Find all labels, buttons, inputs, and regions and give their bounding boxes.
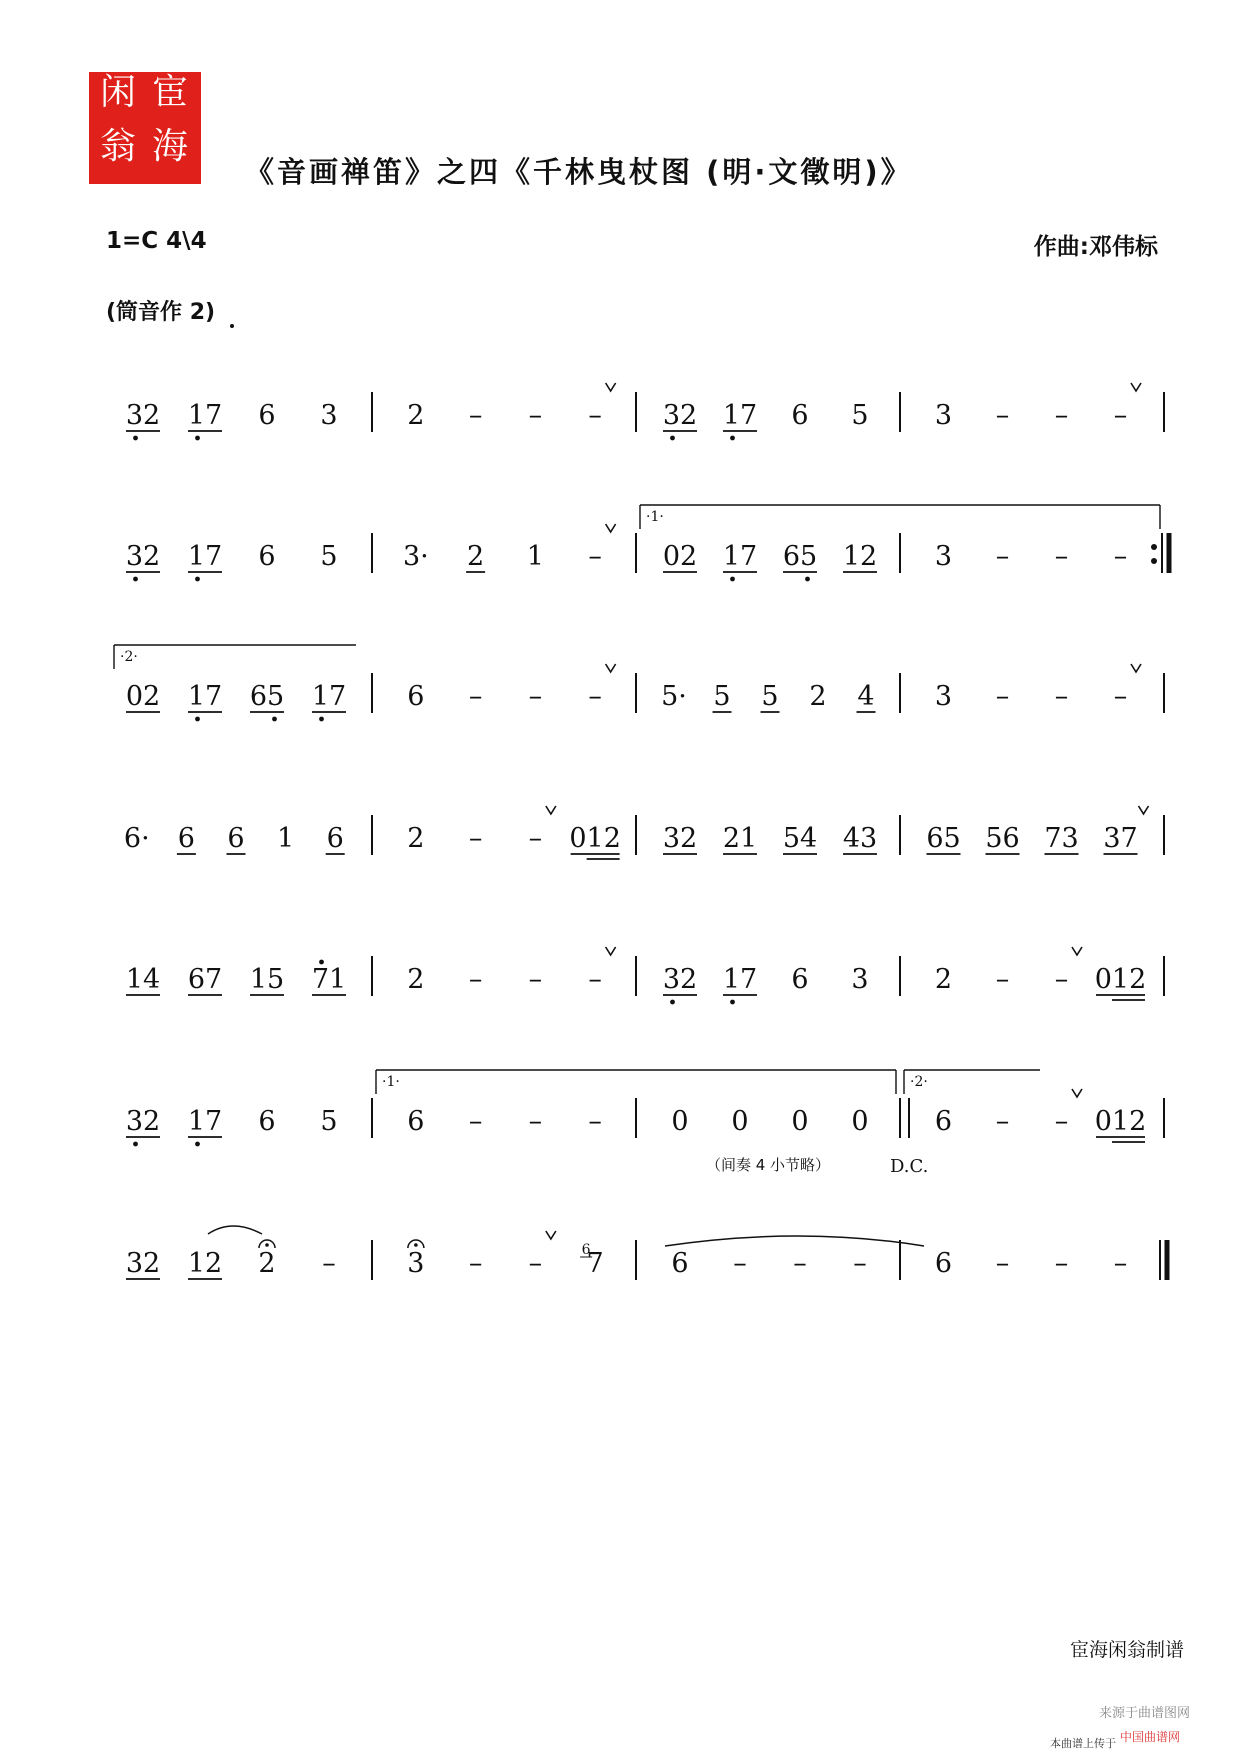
note: 012 [569,823,621,854]
note: – [1054,964,1069,995]
note: 17 [187,1106,223,1137]
note: – [468,681,483,712]
note: 6 [934,1248,953,1279]
note: – [1113,400,1128,431]
note: 65 [249,681,285,712]
note: 43 [842,823,878,854]
low-octave-dot [195,577,200,582]
interlude-note: （间奏 4 小节略） [705,1156,831,1174]
breath-mark [546,806,556,814]
breath-mark [1139,806,1149,814]
note: 17 [722,541,758,572]
note: 6 [258,400,276,431]
low-octave-dot [730,436,735,441]
site-logo: 中国曲谱网 [1119,1730,1180,1744]
note: – [793,1248,807,1279]
note: – [853,1248,867,1279]
page-title: 《音画禅笛》之四《千林曳杖图 (明·文徵明)》 [245,155,913,189]
note: 2 [934,964,953,995]
note: 32 [125,1248,161,1279]
note: 32 [125,541,161,572]
note: – [528,400,543,431]
note: – [588,681,602,712]
note: 17 [187,400,223,431]
note: 3 [934,681,953,712]
note: 17 [311,681,347,712]
note: 5 [761,681,779,712]
volta-label: ·1· [646,509,664,525]
note: 6 [227,823,245,854]
grace-note: 6 [581,1242,591,1258]
repeat-dot [1151,544,1157,550]
low-octave-dot [195,717,200,722]
note: 3 [934,541,953,572]
note: 17 [722,400,758,431]
note: – [1054,1248,1069,1279]
breath-mark [606,383,616,391]
note: 65 [782,541,818,572]
low-octave-dot [670,1000,675,1005]
note: 0 [791,1106,809,1137]
note: 3 [407,1248,425,1279]
note: 17 [187,541,223,572]
tie [665,1236,924,1246]
fermata-dot [265,1243,269,1247]
note: 32 [662,964,698,995]
volta-label: ·1· [382,1074,400,1090]
note: 6 [671,1248,689,1279]
note: 6 [326,823,344,854]
low-octave-dot [195,436,200,441]
note: – [995,400,1010,431]
note: 65 [926,823,961,854]
note: 012 [1094,964,1147,995]
note: 17 [722,964,758,995]
low-octave-dot [670,436,675,441]
note: – [588,541,602,572]
note: 14 [125,964,161,995]
note: – [468,823,483,854]
note: 6 [407,1106,425,1137]
note: – [995,541,1010,572]
note: – [1054,541,1069,572]
note: 5 [713,681,731,712]
low-octave-dot [730,1000,735,1005]
low-octave-dot [805,577,810,582]
note: 5 [851,400,869,431]
breath-mark [1131,664,1141,672]
note: – [528,1106,543,1137]
key-signature: 1=C 4\4 [106,228,207,254]
note: 6 [258,1106,276,1137]
note: 6 [791,964,809,995]
low-octave-dot [133,1142,138,1147]
note: 3 [851,964,869,995]
note: 54 [782,823,818,854]
note: 15 [249,964,285,995]
note: 7 [586,1248,604,1279]
note: – [528,681,543,712]
note: – [995,1106,1010,1137]
note: – [1054,400,1069,431]
note: 37 [1103,823,1138,854]
note: – [528,1248,543,1279]
note: – [995,681,1010,712]
note: 6 [177,823,195,854]
note: 4 [857,681,875,712]
note: 32 [662,400,698,431]
note: 56 [985,823,1020,854]
note: 17 [187,681,223,712]
note: 12 [187,1248,223,1279]
note: 21 [722,823,758,854]
seal-char: 海 [151,126,188,167]
note: 3 [320,400,338,431]
note: 0 [671,1106,689,1137]
breath-mark [606,524,616,532]
note: 3 [934,400,953,431]
breath-mark [1072,947,1082,955]
low-octave-dot [195,1142,200,1147]
breath-mark [1131,383,1141,391]
note: 5· [661,681,687,712]
note: 2 [258,1248,276,1279]
seal-char: 宦 [151,72,188,113]
note: 5 [320,541,338,572]
low-octave-dot [133,436,138,441]
note: – [1113,681,1128,712]
note: 0 [851,1106,869,1137]
breath-mark [606,664,616,672]
low-octave-dot [272,717,277,722]
note: 12 [842,541,878,572]
low-octave-dot [319,717,324,722]
dc-mark: D.C. [890,1156,929,1177]
seal-char: 闲 [99,72,136,113]
composer-credit: 作曲:邓伟标 [1033,234,1158,260]
watermark-text: 来源于曲谱图网 [1098,1706,1190,1721]
high-octave-dot [319,960,324,965]
fermata-dot [414,1243,418,1247]
note: 73 [1044,823,1079,854]
note: 2 [407,823,425,854]
slur [208,1226,262,1234]
breath-mark [1072,1089,1082,1097]
note: 32 [125,1106,161,1137]
note: 1 [277,823,295,854]
fingering-note: (筒音作 2) [106,300,216,325]
note: – [588,1106,602,1137]
note: 6 [407,681,425,712]
volta-label: ·2· [120,649,138,665]
note: – [468,1106,483,1137]
note: – [468,400,483,431]
seal-char: 翁 [99,126,136,167]
low-octave-dot [133,577,138,582]
note: 0 [731,1106,749,1137]
note: – [995,964,1010,995]
note: – [468,1248,483,1279]
note: – [1054,1106,1069,1137]
note: – [1054,681,1069,712]
note: 2 [407,964,425,995]
note: 2 [407,400,425,431]
note: 6 [934,1106,953,1137]
note: – [322,1248,336,1279]
upload-note: 本曲谱上传于 [1050,1737,1116,1750]
note: – [528,823,543,854]
note: 012 [1094,1106,1147,1137]
note: 32 [662,823,698,854]
note: 6 [258,541,276,572]
note: 5 [320,1106,338,1137]
note: – [528,964,543,995]
note: 02 [662,541,698,572]
note: – [1113,1248,1128,1279]
note: 1 [526,541,544,572]
breath-mark [546,1231,556,1239]
volta-label: ·2· [910,1074,928,1090]
breath-mark [606,947,616,955]
note: 71 [311,964,347,995]
note: – [588,964,602,995]
repeat-dot [1151,558,1157,564]
note: – [1113,541,1128,572]
note: – [588,400,602,431]
note: 6· [123,823,150,854]
note: 3· [402,541,429,572]
note: 67 [187,964,223,995]
note: 6 [791,400,809,431]
note: – [733,1248,747,1279]
transcriber-credit: 宦海闲翁制谱 [1069,1639,1184,1661]
note: 32 [125,400,161,431]
note: 2 [809,681,827,712]
low-octave-dot [730,577,735,582]
note: 2 [467,541,485,572]
note: 02 [125,681,161,712]
note: – [995,1248,1010,1279]
note: – [468,964,483,995]
